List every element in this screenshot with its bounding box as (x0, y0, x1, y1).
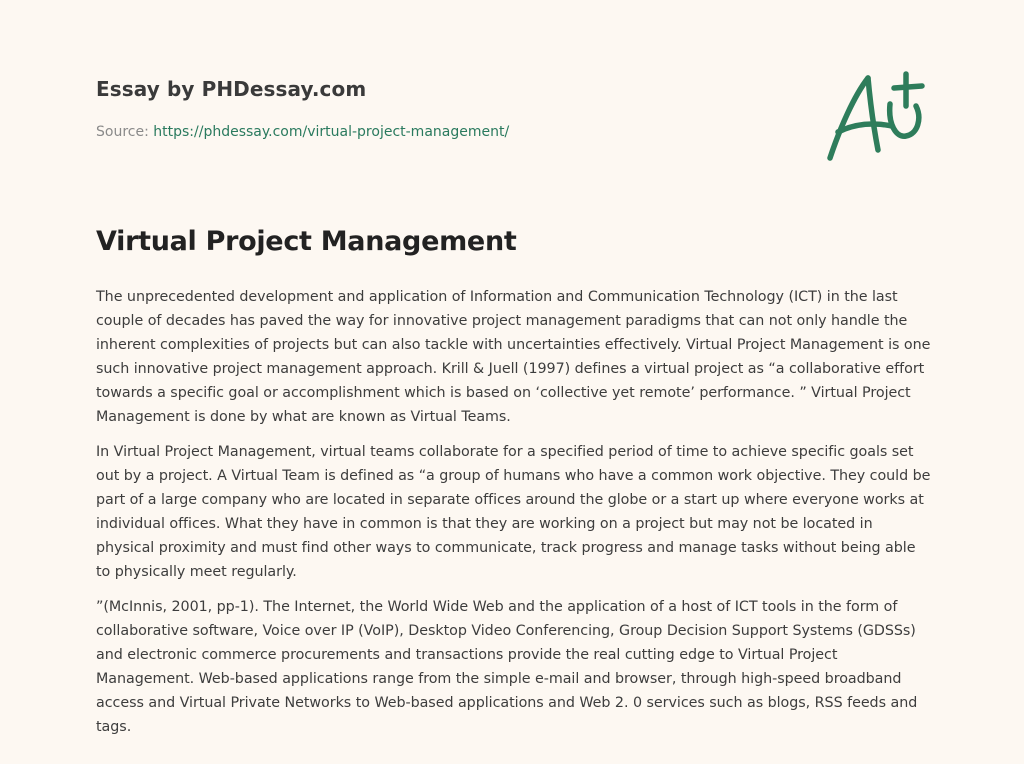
essay-title: Virtual Project Management (96, 226, 517, 257)
source-label: Source: (96, 124, 154, 140)
essay-body (96, 285, 932, 750)
site-brand: Essay by PHDessay.com (96, 77, 367, 101)
essay-paragraph-2: In Virtual Project Management, virtual teams collaborate for a specified period of time to achieve specific goals set out by a project. A Virtual Team is defined as “a group of humans who have a common work objective. They could be part of a large company who are located in separate offices around the globe or a start up where everyone works at individual offices. What they have in common is that they are working on a project but may not be located in physical proximity and must find other ways to communicate, track progress and manage tasks without being able to physically meet regularly. (96, 444, 931, 580)
source-link[interactable]: https://phdessay.com/virtual-project-management/ (153, 124, 510, 140)
essay-paragraph-3: ”(McInnis, 2001, pp-1). The Internet, the World Wide Web and the application of a host of ICT tools in the form of collaborative software, Voice over IP (VoIP), Desktop Video Conferencing, Group Decision Support Systems (GDSSs) and electronic commerce procurements and transactions provide the real cutting edge to Virtual Project Management. Web-based applications range from the simple e-mail and browser, through high-speed broadband access and Virtual Private Networks to Web-based applications and Web 2. 0 services such as blogs, RSS feeds and tags. (96, 599, 918, 735)
essay-paragraph-1: The unprecedented development and application of Information and Communication Technology (ICT) in the last couple of decades has paved the way for innovative project management paradigms that can not only handle the inherent complexities of projects but can also tackle with uncertainties effectively. Virtual Project Management is one such innovative project management approach. Krill & Juell (1997) defines a virtual project as “a collaborative effort towards a specific goal or accomplishment which is based on ‘collective yet remote’ performance. ” Virtual Project Management is done by what are known as Virtual Teams. (96, 289, 931, 425)
a-plus-logo-icon (818, 66, 930, 166)
source-line (96, 124, 509, 140)
